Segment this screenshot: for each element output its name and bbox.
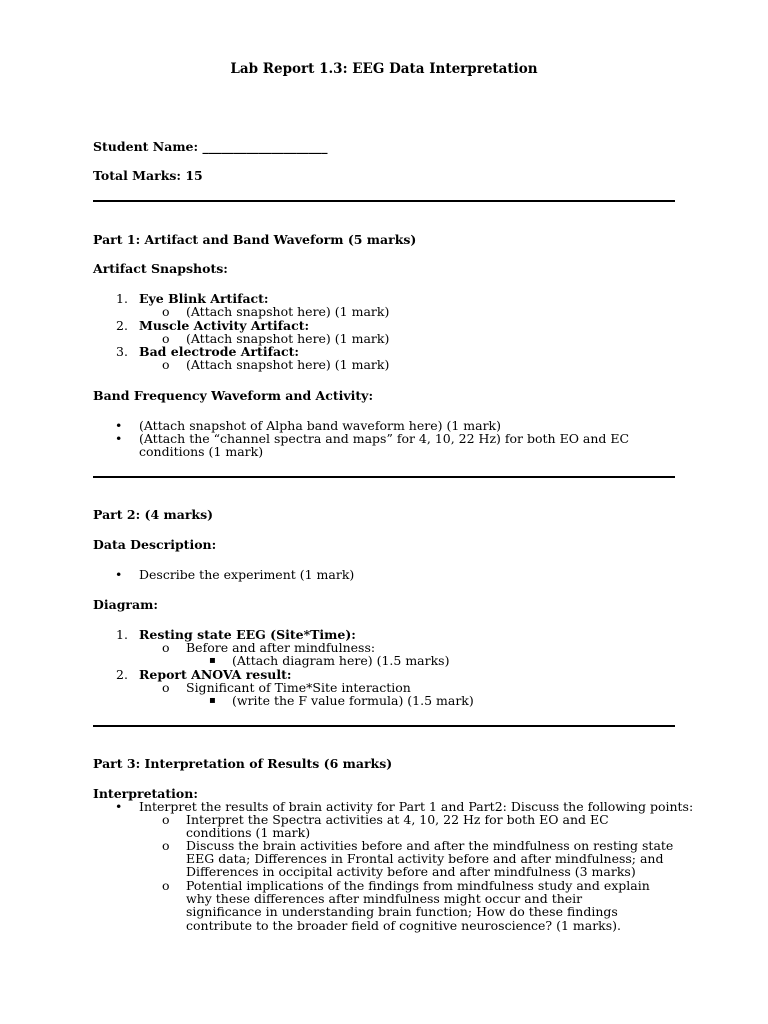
student-name-field: Student Name: ____________________: [93, 139, 328, 154]
bullet-marker: o: [162, 331, 170, 346]
list-number: 1.: [116, 291, 128, 306]
part2-heading: Part 2: (4 marks): [93, 507, 214, 522]
data-description-heading: Data Description:: [93, 537, 217, 552]
list-number: 1.: [116, 627, 128, 642]
square-bullet: ▪: [209, 655, 216, 666]
diagram-item-sub: Before and after mindfulness:: [186, 640, 376, 655]
total-marks: Total Marks: 15: [93, 168, 203, 183]
band-heading: Band Frequency Waveform and Activity:: [93, 388, 374, 403]
band-item: (Attach snapshot of Alpha band waveform here) (1 mark): [139, 418, 501, 433]
diagram-item-subsub: (write the F value formula) (1.5 mark): [232, 693, 474, 708]
part1-heading: Part 1: Artifact and Band Waveform (5 marks): [93, 232, 417, 247]
diagram-heading: Diagram:: [93, 597, 158, 612]
diagram-item-title: Report ANOVA result:: [139, 667, 292, 682]
bullet-marker: o: [162, 680, 170, 695]
artifact-instruction: (Attach snapshot here) (1 mark): [186, 304, 390, 319]
bullet-dot: •: [115, 567, 123, 582]
artifact-instruction: (Attach snapshot here) (1 mark): [186, 357, 390, 372]
divider-3: [93, 725, 675, 727]
interpretation-point: Discuss the brain activities before and after the mindfulness on resting state EEG data; Differences in Frontal activity before and after mindfulness; and Differences in occipital activity before and after mindfulness (3 marks): [186, 838, 674, 880]
interpretation-point: Interpret the Spectra activities at 4, 10, 22 Hz for both EO and EC conditions (1 mark): [186, 812, 609, 841]
bullet-dot: •: [115, 418, 123, 433]
square-bullet: ▪: [209, 695, 216, 706]
bullet-dot: •: [115, 431, 123, 446]
artifact-title: Eye Blink Artifact:: [139, 291, 269, 306]
artifact-heading: Artifact Snapshots:: [93, 261, 228, 276]
artifact-title: Muscle Activity Artifact:: [139, 318, 310, 333]
band-item: (Attach the “channel spectra and maps” for 4, 10, 22 Hz) for both EO and EC conditions (1 mark): [139, 431, 630, 460]
data-description-item: Describe the experiment (1 mark): [139, 567, 355, 582]
divider-1: [93, 200, 675, 202]
bullet-marker: o: [162, 878, 170, 893]
divider-2: [93, 476, 675, 478]
diagram-item-sub: Significant of Time*Site interaction: [186, 680, 411, 695]
interpretation-heading: Interpretation:: [93, 786, 198, 801]
list-number: 2.: [116, 667, 128, 682]
list-number: 2.: [116, 318, 128, 333]
bullet-marker: o: [162, 812, 170, 827]
list-number: 3.: [116, 344, 128, 359]
document-title: Lab Report 1.3: EEG Data Interpretation: [230, 61, 538, 77]
bullet-marker: o: [162, 640, 170, 655]
bullet-marker: o: [162, 357, 170, 372]
part3-heading: Part 3: Interpretation of Results (6 marks): [93, 756, 393, 771]
bullet-marker: o: [162, 838, 170, 853]
diagram-item-title: Resting state EEG (Site*Time):: [139, 627, 356, 642]
artifact-instruction: (Attach snapshot here) (1 mark): [186, 331, 390, 346]
bullet-dot: •: [115, 799, 123, 814]
artifact-title: Bad electrode Artifact:: [139, 344, 300, 359]
bullet-marker: o: [162, 304, 170, 319]
interpretation-main-item: Interpret the results of brain activity for Part 1 and Part2: Discuss the following points:: [139, 799, 694, 814]
interpretation-point: Potential implications of the findings from mindfulness study and explain why these differences after mindfulness might occur and their significance in understanding brain function; How do these findings contribute to the broader field of cognitive neuroscience? (1 marks).: [186, 878, 650, 933]
diagram-item-subsub: (Attach diagram here) (1.5 marks): [232, 653, 450, 668]
